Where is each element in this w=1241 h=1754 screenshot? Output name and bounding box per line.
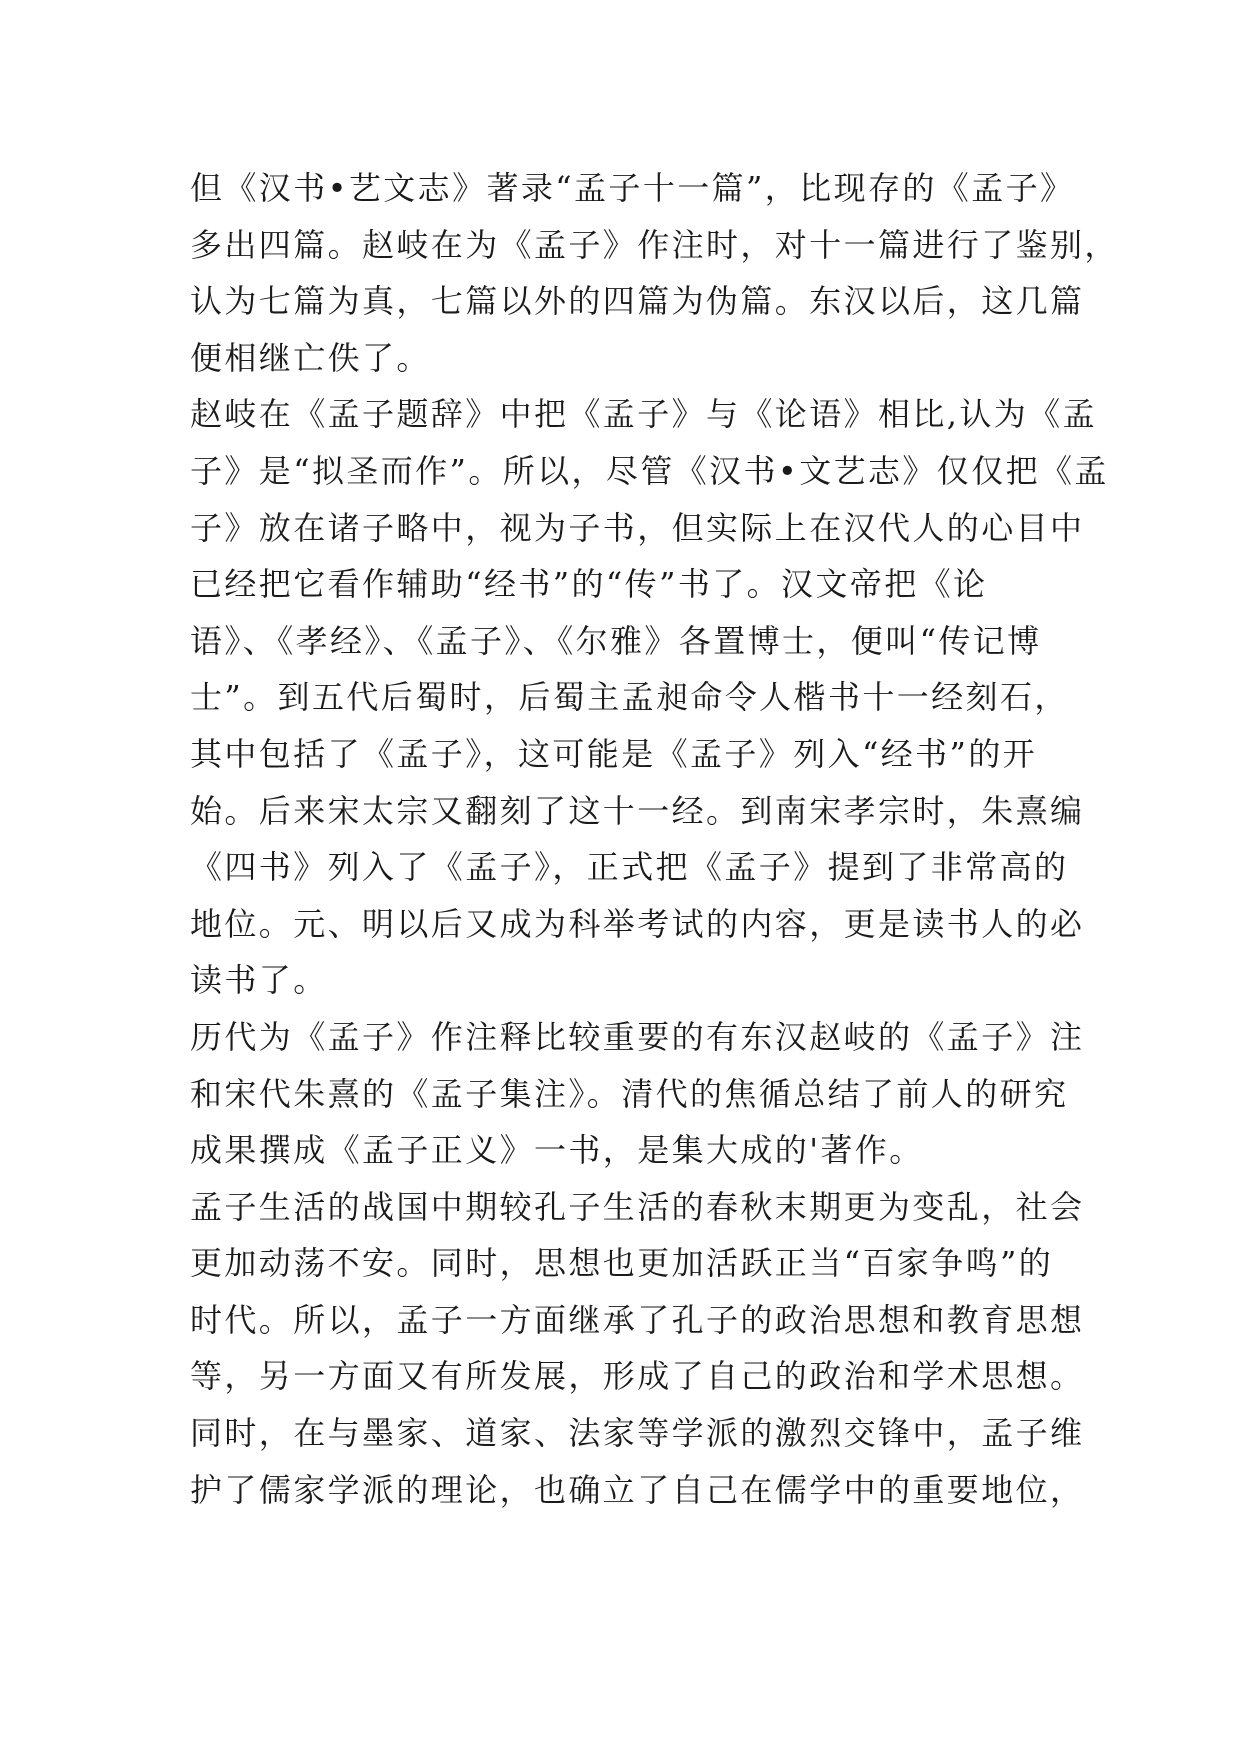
text-line: 但《汉书•艺文志》著录“孟子十一篇”，比现存的《孟子》	[190, 169, 1075, 207]
text-line: 多出四篇。赵岐在为《孟子》作注时，对十一篇进行了鉴别，	[190, 225, 1119, 264]
body-text	[190, 160, 1119, 1518]
text-line: 同时，在与墨家、道家、法家等学派的激烈交锋中，孟子维	[190, 1414, 1085, 1453]
text-line: 历代为《孟子》作注释比较重要的有东汉赵岐的《孟子》注	[190, 1017, 1085, 1056]
text-line: 更加动荡不安。同时，思想也更加活跃正当“百家争鸣”的	[190, 1244, 1054, 1283]
text-line: 认为七篇为真，七篇以外的四篇为伪篇。东汉以后，这几篇	[190, 282, 1085, 321]
text-line: 子》是“拟圣而作”。所以，尽管《汉书•文艺志》仅仅把《孟	[190, 451, 1109, 490]
text-line: 护了儒家学派的理论，也确立了自己在儒学中的重要地位，	[190, 1470, 1085, 1509]
text-line: 和宋代朱熹的《孟子集注》。清代的焦循总结了前人的研究	[190, 1074, 1069, 1113]
text-line: 士”。到五代后蜀时，后蜀主孟昶命令人楷书十一经刻石，	[190, 678, 1069, 717]
text-line: 其中包括了《孟子》，这可能是《孟子》列入“经书”的开	[190, 734, 1038, 773]
text-line: 子》放在诸子略中，视为子书，但实际上在汉代人的心目中	[190, 508, 1085, 547]
text-line: 便相继亡佚了。	[190, 338, 431, 377]
text-line: 读书了。	[190, 961, 328, 1000]
text-line: 地位。元、明以后又成为科举考试的内容，更是读书人的必	[190, 904, 1085, 943]
text-line: 已经把它看作辅助“经书”的“传”书了。汉文帝把《论	[190, 565, 988, 604]
text-line: 等，另一方面又有所发展，形成了自己的政治和学术思想。	[190, 1357, 1085, 1396]
text-line: 成果撰成《孟子正义》一书，是集大成的'著作。	[190, 1131, 924, 1170]
text-line: 时代。所以，孟子一方面继承了孔子的政治思想和教育思想	[190, 1300, 1085, 1339]
text-line: 《四书》列入了《孟子》，正式把《孟子》提到了非常高的	[190, 848, 1069, 887]
text-line: 语》、《孝经》、《孟子》、《尔雅》各置博士，便叫“传记博	[190, 621, 1042, 660]
text-line: 赵岐在《孟子题辞》中把《孟子》与《论语》相比,认为《孟	[190, 395, 1097, 434]
text-line: 孟子生活的战国中期较孔子生活的春秋末期更为变乱，社会	[190, 1187, 1085, 1226]
text-line: 始。后来宋太宗又翻刻了这十一经。到南宋孝宗时，朱熹编	[190, 791, 1085, 830]
